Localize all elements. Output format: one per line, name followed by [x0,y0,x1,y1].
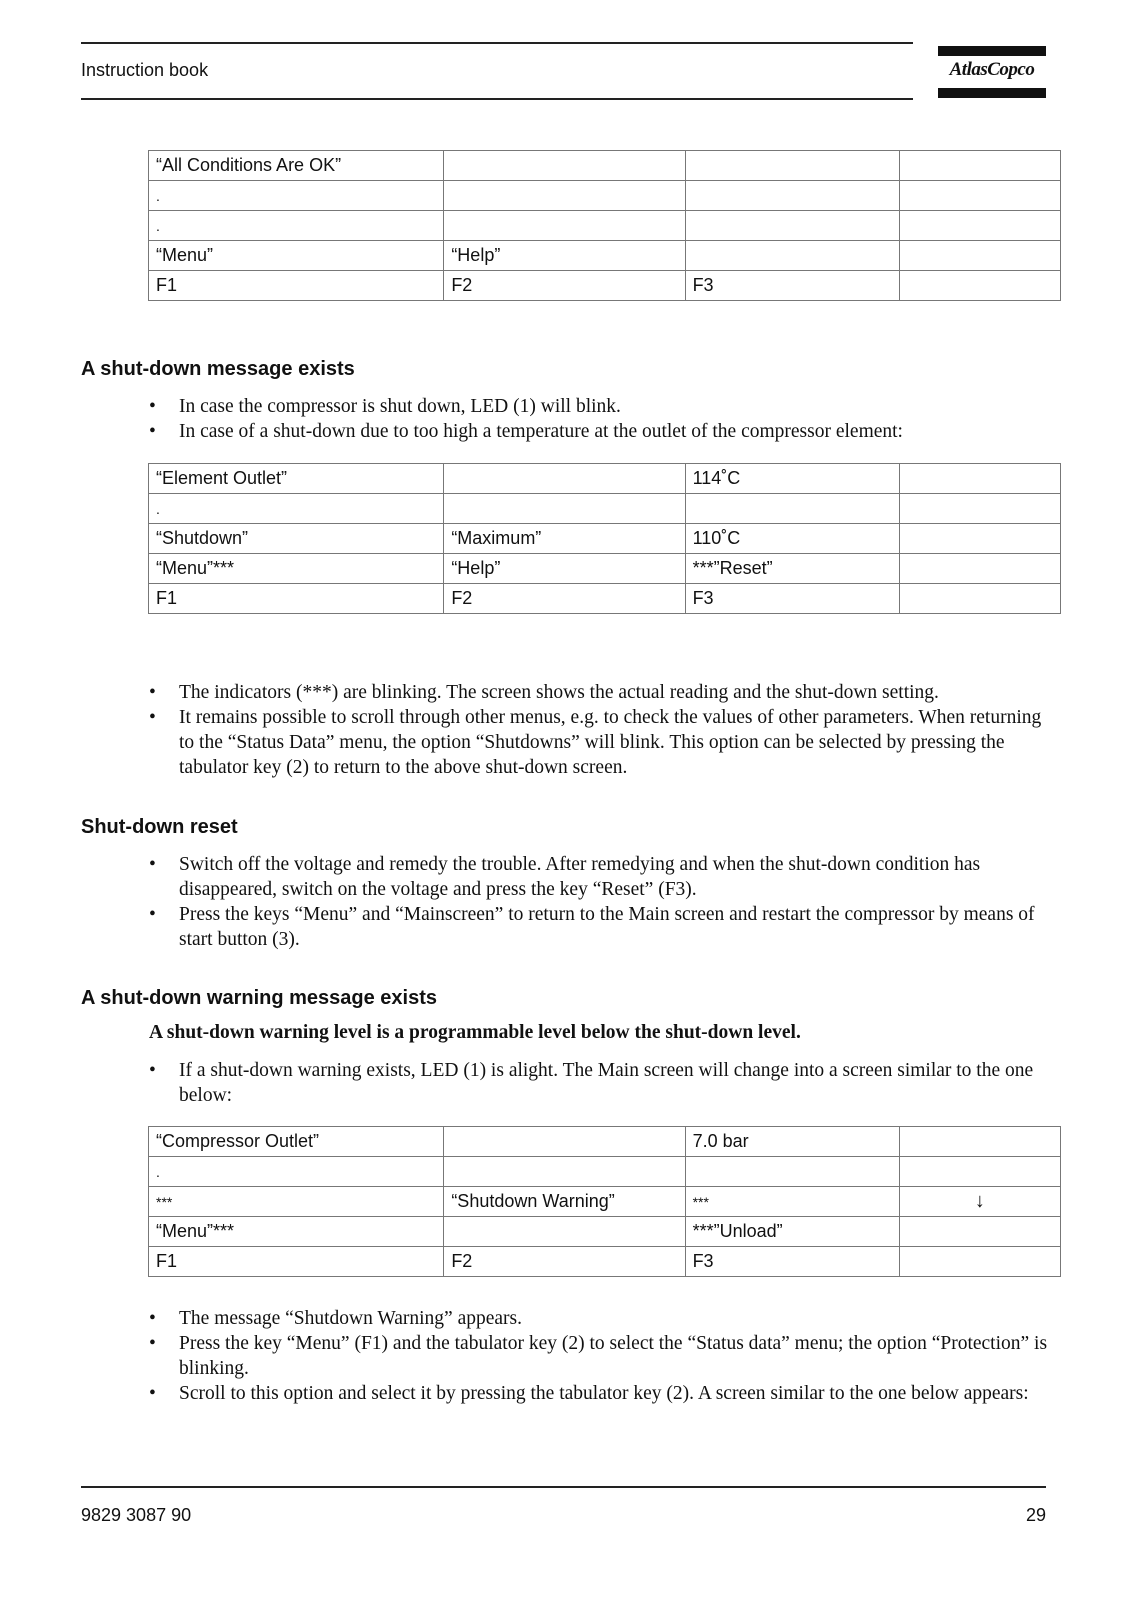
table-cell: . [149,211,444,241]
table-cell: “Menu” [149,241,444,271]
section-heading-shutdown-message: A shut-down message exists [81,358,355,380]
table-row [149,1217,1061,1247]
table-cell: “Element Outlet” [149,464,444,494]
table-cell [685,181,899,211]
list-item: • If a shut-down warning exists, LED (1) is alight. The Main screen will change into a screen similar to the one below: [149,1058,1049,1108]
table-cell [899,1247,1060,1277]
table-cell [899,181,1060,211]
table-cell: F3 [685,271,899,301]
table-cell: “Shutdown” [149,524,444,554]
table-cell [899,1127,1060,1157]
document-number: 9829 3087 90 [81,1505,192,1525]
table-cell [444,1217,685,1247]
table-cell: F1 [149,1247,444,1277]
table-cell [685,211,899,241]
table-row [149,1127,1061,1157]
table-cell: . [149,1157,444,1187]
list-item: • In case of a shut-down due to too high a temperature at the outlet of the compressor element: [149,419,1049,444]
table-cell: 110˚C [685,524,899,554]
list-item: • Press the key “Menu” (F1) and the tabulator key (2) to select the “Status data” menu; the option “Protection” is blinking. [149,1331,1049,1381]
table-cell: “All Conditions Are OK” [149,151,444,181]
display-table-warning [148,1126,1061,1277]
table-cell: “Shutdown Warning” [444,1187,685,1217]
table-cell: ***”Unload” [685,1217,899,1247]
page-number: 29 [1025,1505,1046,1525]
table-row [149,524,1061,554]
table-cell: . [149,181,444,211]
table-cell: “Menu”*** [149,554,444,584]
table-cell [899,211,1060,241]
table-cell [444,464,685,494]
table-cell: *** [685,1187,899,1217]
table-row [149,464,1061,494]
table-cell: F1 [149,584,444,614]
table-cell: . [149,494,444,524]
bullet-list [149,680,1049,780]
table-cell [899,241,1060,271]
list-item: • The message “Shutdown Warning” appears. [149,1306,1049,1331]
header-title: Instruction book [81,60,209,80]
table-row [149,151,1061,181]
table-row [149,241,1061,271]
table-cell: F1 [149,271,444,301]
table-cell: F3 [685,1247,899,1277]
table-row [149,554,1061,584]
display-table-shutdown [148,463,1061,614]
list-item: • The indicators (***) are blinking. The screen shows the actual reading and the shut-down setting. [149,680,1049,705]
table-cell: “Help” [444,241,685,271]
table-cell: “Help” [444,554,685,584]
header-top-rule [81,42,913,44]
table-row [149,271,1061,301]
table-cell [899,494,1060,524]
table-cell [899,464,1060,494]
list-item: • Switch off the voltage and remedy the trouble. After remedying and when the shut-down condition has disappeared, switch on the voltage and press the key “Reset” (F3). [149,852,1049,902]
table-cell: “Maximum” [444,524,685,554]
table-cell [444,181,685,211]
bullet-list [149,394,1049,444]
table-cell [685,494,899,524]
list-item: • In case the compressor is shut down, LED (1) will blink. [149,394,1049,419]
footer-rule [81,1486,1046,1488]
display-table-ok [148,150,1061,301]
section-subheading: A shut-down warning level is a programmable level below the shut-down level. [149,1022,801,1043]
table-row [149,1187,1061,1217]
brand-logo [938,46,1046,100]
table-cell: F2 [444,271,685,301]
table-cell: ***”Reset” [685,554,899,584]
table-cell [899,1217,1060,1247]
table-cell: 7.0 bar [685,1127,899,1157]
table-cell: *** [149,1187,444,1217]
list-item: • Press the keys “Menu” and “Mainscreen” to return to the Main screen and restart the compressor by means of start button (3). [149,902,1049,952]
table-cell [899,151,1060,181]
table-cell [444,1157,685,1187]
table-cell [444,494,685,524]
table-cell [899,584,1060,614]
list-item: • Scroll to this option and select it by pressing the tabulator key (2). A screen similar to the one below appears: [149,1381,1049,1406]
table-cell [444,1127,685,1157]
table-row [149,494,1061,524]
table-cell: F2 [444,1247,685,1277]
table-row [149,1157,1061,1187]
table-cell [899,271,1060,301]
table-cell: “Compressor Outlet” [149,1127,444,1157]
table-cell [444,211,685,241]
bullet-list [149,1058,1049,1108]
arrow-down-icon: ↓ [899,1187,1060,1217]
bullet-list [149,852,1049,952]
table-cell [899,1157,1060,1187]
table-cell [685,1157,899,1187]
table-cell [685,241,899,271]
table-cell: F2 [444,584,685,614]
section-heading-shutdown-reset: Shut-down reset [81,816,238,838]
brand-logo-text: AtlasCopco [949,59,1035,80]
list-item: • It remains possible to scroll through other menus, e.g. to check the values of other parameters. When returning to the “Status Data” menu, the option “Shutdowns” will blink. This option can be selected by pressing the tabulator key (2) to return to the above shut-down screen. [149,705,1049,780]
table-cell [444,151,685,181]
table-row [149,1247,1061,1277]
table-row [149,181,1061,211]
table-cell: F3 [685,584,899,614]
table-cell [899,524,1060,554]
table-row [149,211,1061,241]
bullet-list [149,1306,1049,1406]
table-cell: 114˚C [685,464,899,494]
section-heading-shutdown-warning: A shut-down warning message exists [81,987,438,1009]
table-cell [899,554,1060,584]
header-bottom-rule [81,98,913,100]
table-cell [685,151,899,181]
table-row [149,584,1061,614]
table-cell: “Menu”*** [149,1217,444,1247]
